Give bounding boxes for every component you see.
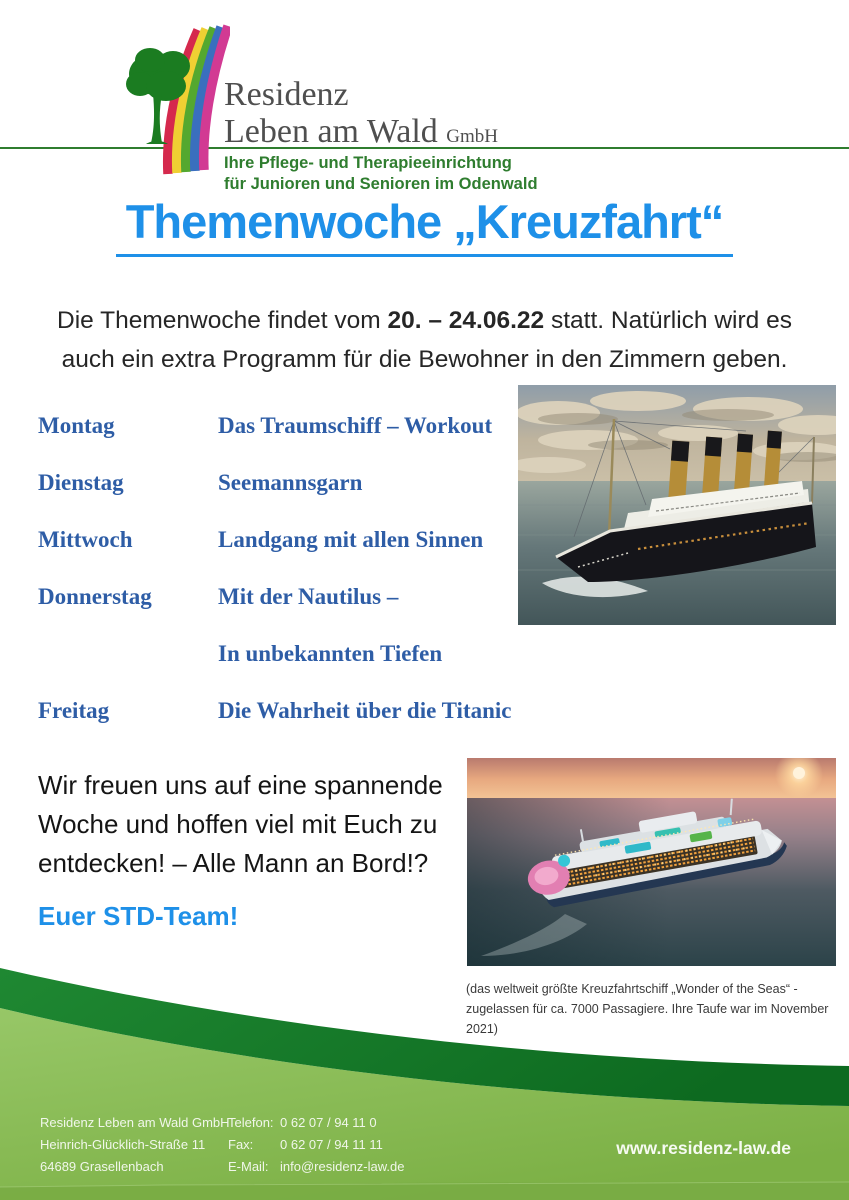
schedule-row [38, 698, 512, 755]
schedule-activity: Seemannsgarn [218, 470, 363, 495]
wonder-of-the-seas-cruise-ship-image [467, 758, 836, 966]
logo-graphic [126, 22, 230, 178]
footer-website: www.residenz-law.de [616, 1138, 791, 1158]
closing-paragraph [38, 766, 485, 936]
schedule-activity: Landgang mit allen Sinnen [218, 527, 484, 552]
company-name-line1: Residenz [224, 76, 349, 113]
schedule-row [38, 641, 508, 698]
intro-prefix: Die Themenwoche findet vom [57, 307, 388, 334]
rainbow-icon [168, 26, 228, 174]
schedule-activity: In unbekannten Tiefen [218, 641, 443, 666]
schedule-day: Donnerstag [38, 584, 152, 609]
footer-phone-row [228, 1112, 404, 1134]
phone-label: Telefon: [228, 1115, 274, 1130]
company-name-line2: Leben am Wald GmbH [224, 113, 499, 150]
footer-city: 64689 Grasellenbach [40, 1159, 164, 1174]
company-name [224, 76, 498, 155]
schedule-day: Montag [38, 413, 115, 438]
tagline-line1: Ihre Pflege- und Therapieeinrichtung [224, 154, 512, 172]
page-title: Themenwoche „Kreuzfahrt“ [116, 196, 734, 257]
intro-dates: 20. – 24.06.22 [387, 307, 545, 334]
schedule-activity: Die Wahrheit über die Titanic [218, 698, 512, 723]
weekly-schedule [38, 413, 512, 755]
phone-value: 0 62 07 / 94 11 0 [280, 1115, 377, 1130]
intro-paragraph [30, 301, 819, 379]
tagline-line2: für Junioren und Senioren im Odenwald [224, 174, 538, 193]
footer-fax-row [228, 1134, 404, 1156]
footer-street: Heinrich-Glücklich-Straße 11 [40, 1137, 206, 1152]
schedule-day: Freitag [38, 698, 110, 723]
schedule-row [38, 470, 508, 527]
intro-suffix: statt. Natürlich wird es auch ein extra Programm für die Bewohner in den Zimmern geben. [61, 307, 792, 373]
schedule-row [38, 413, 508, 470]
company-name-suffix: GmbH [446, 126, 499, 147]
email-value: info@residenz-law.de [280, 1159, 405, 1174]
footer-company: Residenz Leben am Wald GmbH [40, 1115, 230, 1130]
closing-signature: Euer STD-Team! [38, 901, 239, 931]
schedule-row [38, 584, 508, 641]
fax-label: Fax: [228, 1137, 254, 1152]
cruise-image-caption: (das weltweit größte Kreuzfahrtschiff „Wonder of the Seas“ - zugelassen für ca. 7000 Passagiere. Ihre Taufe war im November 2021) [466, 982, 829, 1036]
schedule-activity: Das Traumschiff – Workout [218, 413, 493, 438]
fax-value: 0 62 07 / 94 11 11 [280, 1137, 383, 1152]
closing-text: Wir freuen uns auf eine spannende Woche und hoffen viel mit Euch zu entdecken! – Alle Mann an Bord!? [38, 770, 443, 878]
schedule-day: Dienstag [38, 470, 124, 495]
schedule-row [38, 527, 508, 584]
footer-address-block [40, 1112, 230, 1178]
titanic-ocean-liner-image [518, 385, 836, 625]
email-label: E-Mail: [228, 1159, 269, 1174]
schedule-activity: Mit der Nautilus – [218, 584, 399, 609]
title-row [0, 196, 849, 257]
footer-contact-block [228, 1112, 404, 1178]
company-logo [126, 22, 230, 178]
schedule-day: Mittwoch [38, 527, 133, 552]
footer-email-row [228, 1156, 404, 1178]
company-tagline [224, 153, 538, 194]
